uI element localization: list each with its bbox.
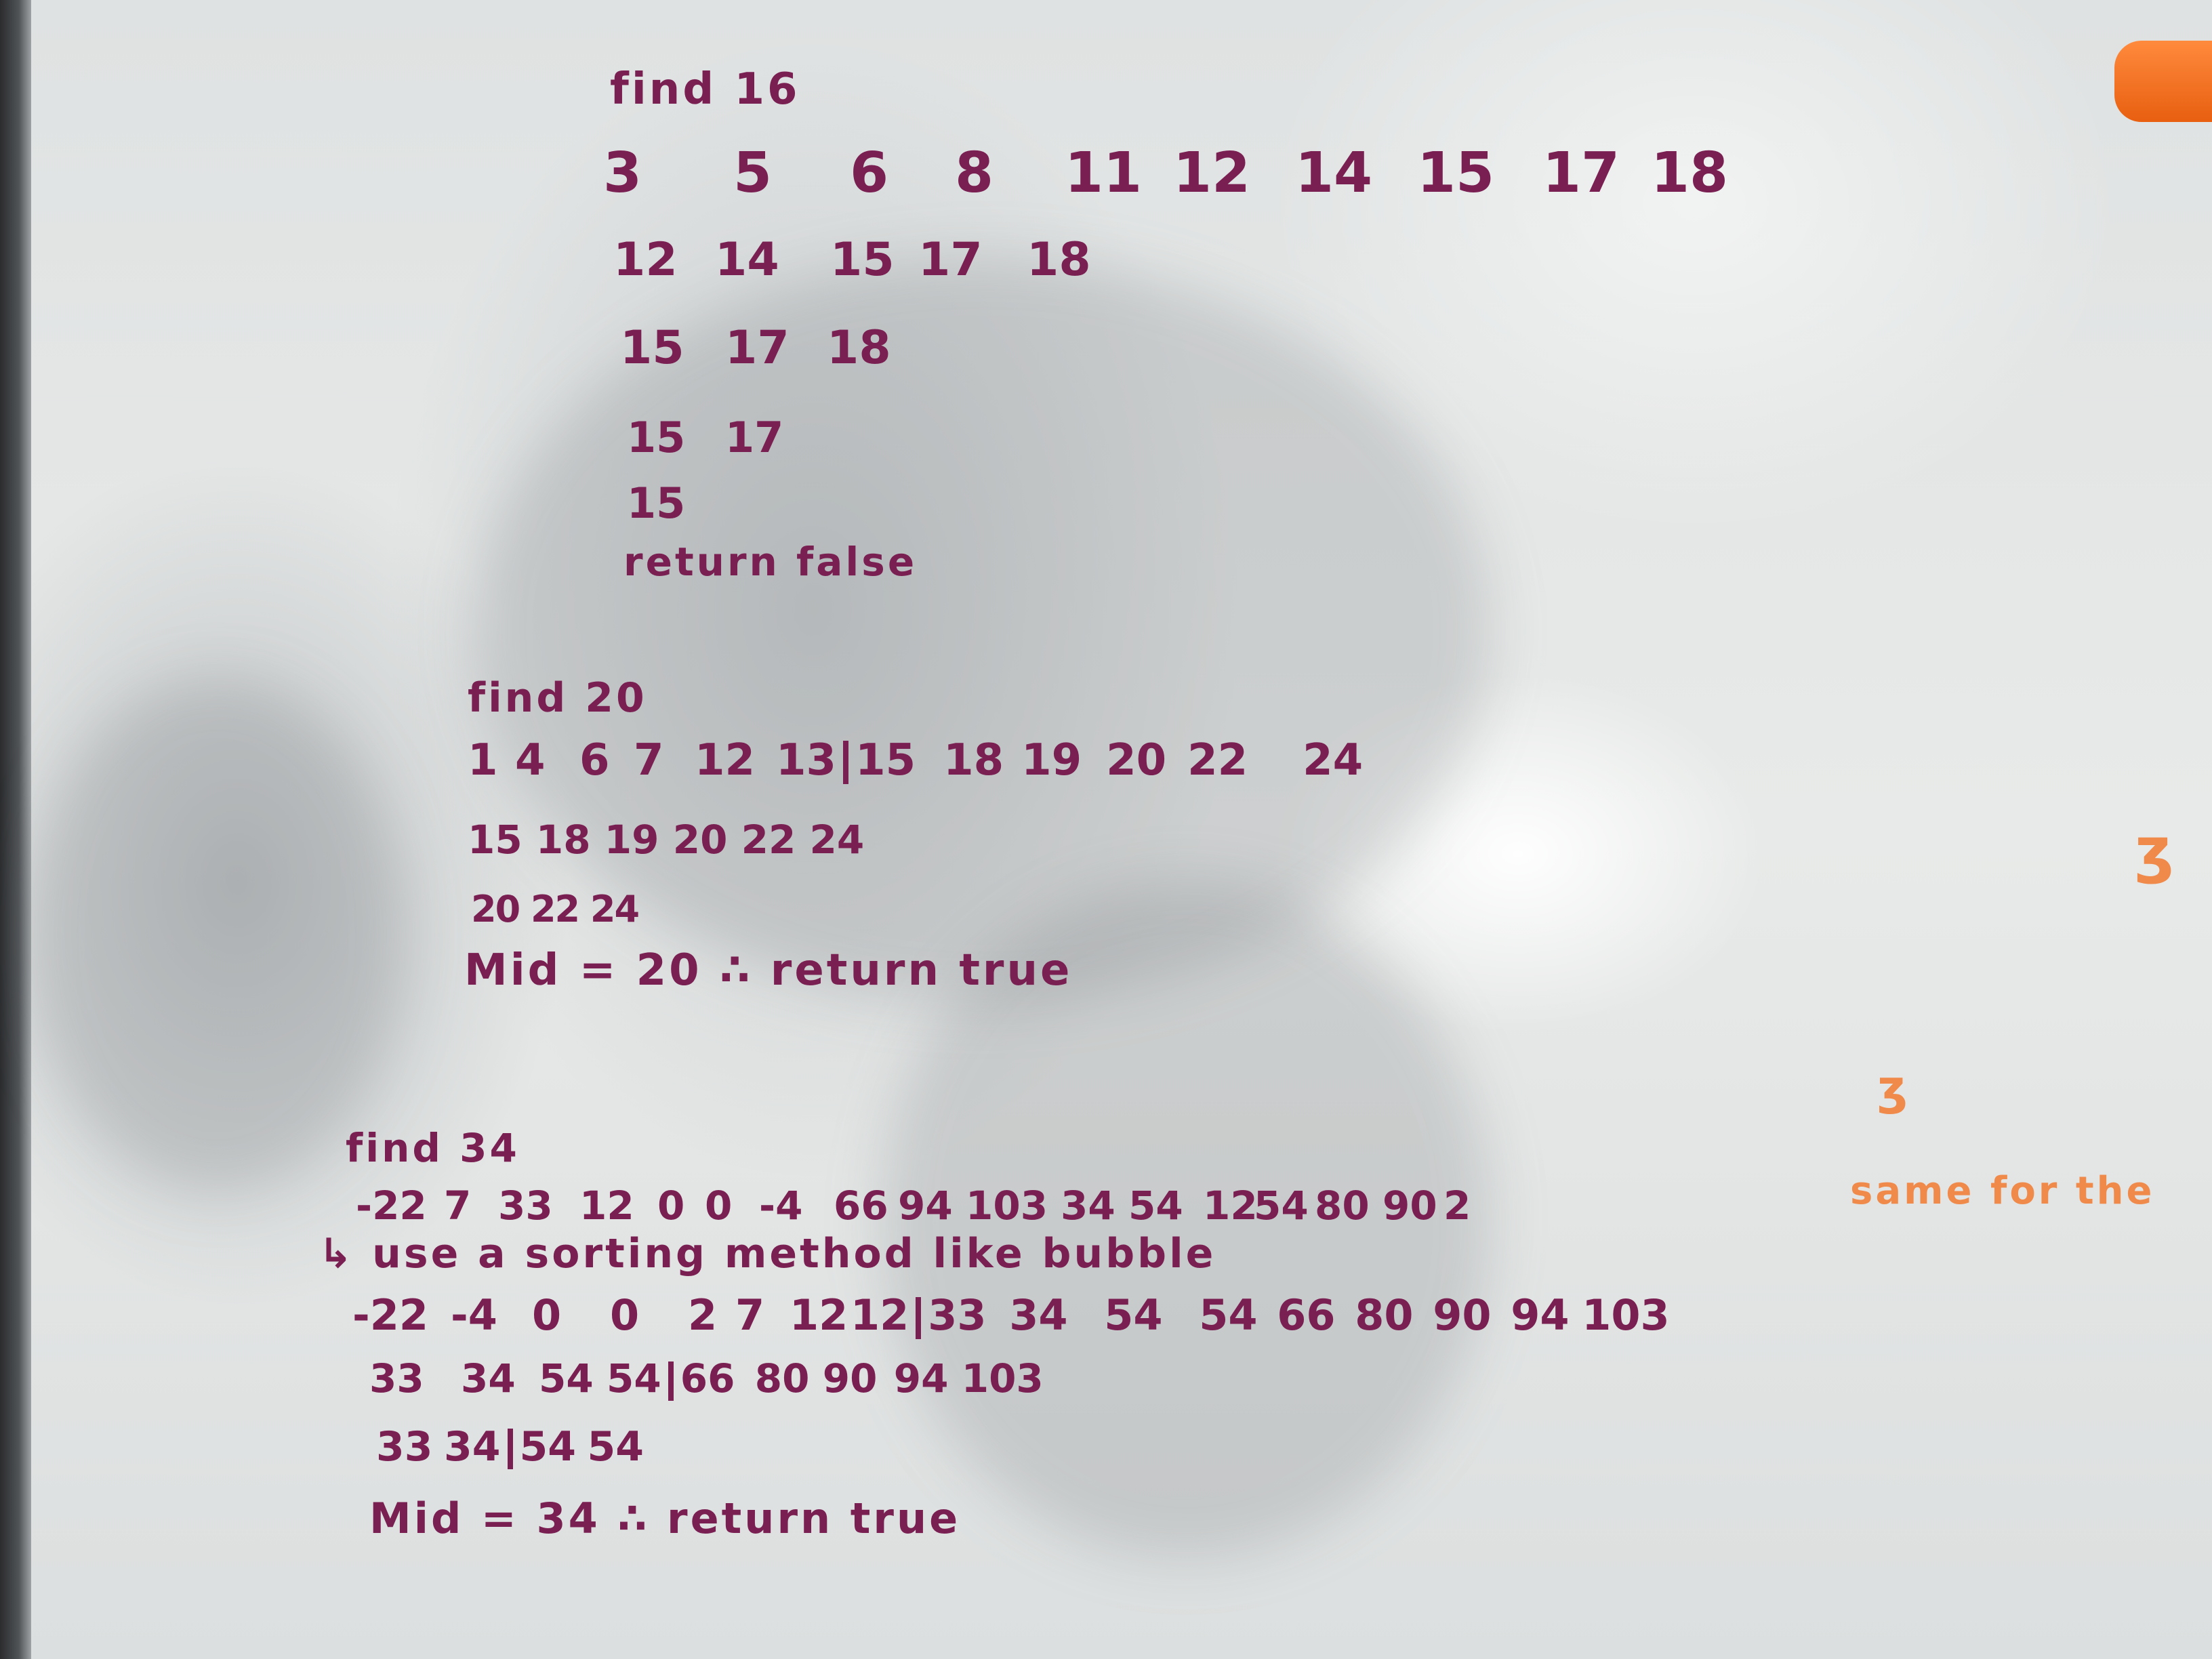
split-divider: [916, 1297, 921, 1339]
section2-row-1: [468, 735, 1364, 785]
number: 18: [1027, 233, 1091, 287]
number: 34: [444, 1423, 501, 1471]
section1-heading: find 16: [610, 64, 800, 115]
number: 14: [1295, 141, 1373, 205]
number: 90: [1433, 1290, 1492, 1340]
number: 15: [830, 233, 895, 287]
number: 18: [1651, 141, 1729, 205]
number: 0: [532, 1290, 562, 1340]
number: 54: [1199, 1290, 1258, 1340]
number: 54: [1254, 1183, 1309, 1229]
number: 103: [966, 1183, 1048, 1229]
number: 18: [943, 735, 1004, 785]
number: 80: [754, 1355, 810, 1401]
number: 90: [822, 1355, 878, 1401]
number: 2: [688, 1290, 718, 1340]
side-squiggle: ʒ: [2135, 815, 2177, 886]
section1-row-1: [603, 141, 1729, 205]
section3-heading: find 34: [346, 1125, 520, 1171]
number: 24: [1303, 735, 1364, 785]
number: 54: [539, 1355, 594, 1401]
number: 5: [733, 141, 773, 205]
number: 17: [918, 233, 983, 287]
number: 18: [827, 321, 891, 375]
number: 2: [1443, 1183, 1471, 1229]
number: -22: [352, 1290, 429, 1340]
number: 17: [725, 321, 790, 375]
section3-sorted-row: [352, 1290, 1670, 1340]
number: 0: [705, 1183, 733, 1229]
number: 12: [1173, 141, 1251, 205]
number: 17: [725, 413, 784, 462]
whiteboard-frame: [0, 0, 31, 1659]
number: 94: [893, 1355, 949, 1401]
number: 34: [1061, 1183, 1115, 1229]
number: 19: [1021, 735, 1082, 785]
number: 33: [498, 1183, 553, 1229]
number: 66: [834, 1183, 888, 1229]
number: -4: [451, 1290, 497, 1340]
section2-row-3: 20 22 24: [471, 888, 639, 930]
number: 1: [468, 735, 498, 785]
split-divider: [843, 741, 848, 784]
side-squiggle: ʒ: [1877, 1060, 1910, 1115]
number: 12: [851, 1290, 909, 1340]
section3-half-row: [369, 1355, 1044, 1401]
number: 6: [850, 141, 889, 205]
number: 17: [1542, 141, 1620, 205]
orange-marker-cap: [2114, 41, 2212, 122]
section3-note: ↳ use a sorting method like bubble: [319, 1230, 1216, 1277]
section1-row-5: [627, 478, 686, 528]
number: 12: [695, 735, 756, 785]
number: 66: [1277, 1290, 1336, 1340]
number: 15: [627, 413, 686, 462]
number: 54: [587, 1423, 644, 1471]
number: 6: [579, 735, 610, 785]
number: 22: [1187, 735, 1248, 785]
number: 13: [776, 735, 837, 785]
number: 4: [515, 735, 546, 785]
number: 54: [607, 1355, 661, 1401]
number: 34: [1009, 1290, 1068, 1340]
number: 7: [634, 735, 664, 785]
number: 11: [1065, 141, 1143, 205]
number: 0: [657, 1183, 685, 1229]
number: 103: [961, 1355, 1044, 1401]
split-divider: [668, 1361, 674, 1401]
section3-result: Mid = 34 ∴ return true: [369, 1494, 961, 1543]
number: 7: [735, 1290, 765, 1340]
number: 33: [376, 1423, 433, 1471]
number: 54: [519, 1423, 576, 1471]
number: 3: [603, 141, 642, 205]
number: 66: [680, 1355, 735, 1401]
number: 15: [627, 478, 686, 528]
number: 12: [579, 1183, 634, 1229]
number: 14: [715, 233, 779, 287]
number: 15: [1417, 141, 1495, 205]
section1-row-2: [613, 233, 1091, 287]
split-divider: [508, 1429, 513, 1469]
number: 15: [855, 735, 916, 785]
number: 15: [620, 321, 684, 375]
number: 12: [613, 233, 678, 287]
shadow-left: [27, 678, 407, 1193]
number: 20: [1106, 735, 1167, 785]
section2-result: Mid = 20 ∴ return true: [464, 945, 1073, 996]
number: 0: [610, 1290, 640, 1340]
section3-quarter-row: [376, 1423, 644, 1471]
number: 94: [1511, 1290, 1570, 1340]
section1-row-4: [627, 413, 784, 462]
number: 103: [1582, 1290, 1670, 1340]
number: 54: [1128, 1183, 1183, 1229]
number: 54: [1104, 1290, 1163, 1340]
number: 90: [1382, 1183, 1437, 1229]
number: 8: [955, 141, 994, 205]
number: 33: [369, 1355, 424, 1401]
section1-result: return false: [623, 539, 918, 585]
number: -22: [356, 1183, 427, 1229]
section2-heading: find 20: [468, 674, 647, 722]
number: -4: [759, 1183, 803, 1229]
number: 34: [461, 1355, 516, 1401]
number: 12: [1203, 1183, 1258, 1229]
number: 7: [444, 1183, 472, 1229]
side-note: same for the: [1850, 1169, 2155, 1213]
section3-unsorted-row: [356, 1183, 1471, 1229]
number: 94: [898, 1183, 953, 1229]
section1-row-3: [620, 321, 891, 375]
number: 33: [928, 1290, 987, 1340]
number: 12: [790, 1290, 848, 1340]
number: 80: [1315, 1183, 1370, 1229]
number: 80: [1355, 1290, 1414, 1340]
section2-row-2: 15 18 19 20 22 24: [468, 817, 865, 863]
